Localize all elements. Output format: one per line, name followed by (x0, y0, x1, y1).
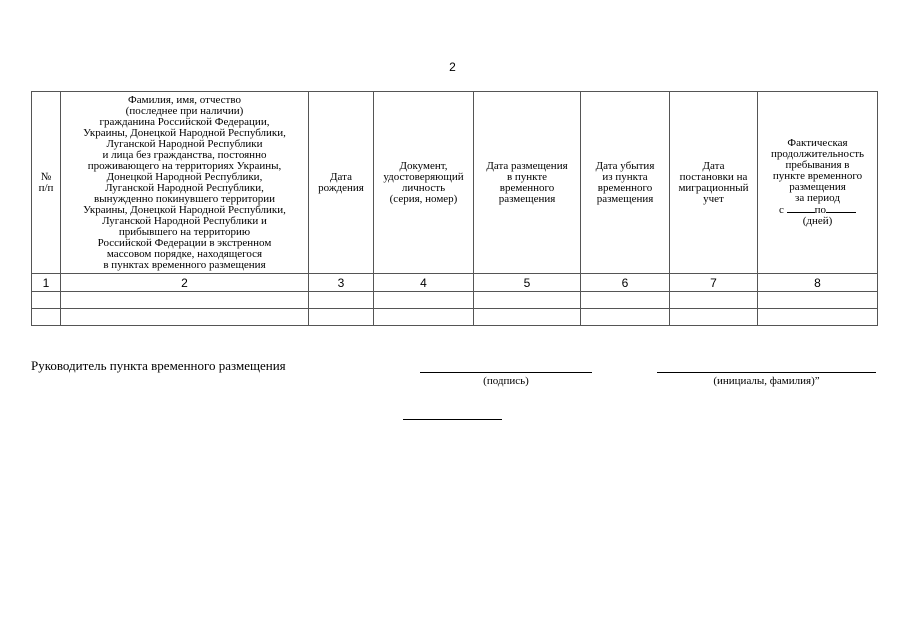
table-cell (581, 292, 670, 309)
col-header-birth-date: Дата рождения (309, 92, 374, 274)
table-cell (374, 292, 474, 309)
col-header-departure-date: Дата убытия из пункта временного размещения (581, 92, 670, 274)
table-cell (758, 292, 878, 309)
table-cell (581, 309, 670, 326)
table-row (32, 309, 878, 326)
column-number: 5 (474, 274, 581, 292)
name-line (657, 372, 876, 373)
header-row (32, 92, 878, 274)
col-header-placement-date: Дата размещения в пункте временного размещения (474, 92, 581, 274)
col-header-number: № п/п (32, 92, 61, 274)
table-cell (309, 292, 374, 309)
table-cell (670, 292, 758, 309)
table-cell (670, 309, 758, 326)
table-cell (758, 309, 878, 326)
name-caption: (инициалы, фамилия)” (713, 375, 820, 387)
signature-caption: (подпись) (483, 375, 529, 387)
column-number: 4 (374, 274, 474, 292)
column-number: 3 (309, 274, 374, 292)
period-line: с по (758, 204, 877, 216)
table-cell (32, 292, 61, 309)
column-number: 7 (670, 274, 758, 292)
column-number: 2 (61, 274, 309, 292)
signatory-role: Руководитель пункта временного размещения (31, 358, 286, 373)
days-caption: (дней) (802, 215, 833, 227)
footnote-separator (403, 419, 502, 420)
page-number: 2 (449, 60, 456, 74)
table-cell (309, 309, 374, 326)
column-number: 8 (758, 274, 878, 292)
table-cell (61, 309, 309, 326)
table-cell (474, 292, 581, 309)
column-number: 6 (581, 274, 670, 292)
table-cell (374, 309, 474, 326)
column-number-row (32, 274, 878, 292)
table-cell (61, 292, 309, 309)
signature-line (420, 372, 592, 373)
register-table (31, 91, 878, 326)
col-header-identity-document: Документ, удостоверяющий личность (серия, номер) (374, 92, 474, 274)
col-header-migration-registration-date: Дата постановки на миграционный учет (670, 92, 758, 274)
col-header-full-name: Фамилия, имя, отчество (последнее при наличии) гражданина Российской Федерации, Украины, Донецкой Народной Республики, Луганской Народной Республики и лица без гражданства, постоянно проживающего на территориях Украины, Донецкой Народной Республики, Луганской Народной Республики, вынужденно покинувшего территории Украины, Донецкой Народной Республики, Луганской Народной Республики и прибывшего на территорию Российской Федерации в экстренном массовом порядке, находящегося в пунктах временного размещения (61, 92, 309, 274)
table-cell (32, 309, 61, 326)
col-header-actual-stay-duration: Фактическая продолжительность пребывания в пункте временного размещения за период с по (дней) (758, 92, 878, 274)
table-cell (474, 309, 581, 326)
table-row (32, 292, 878, 309)
column-number: 1 (32, 274, 61, 292)
